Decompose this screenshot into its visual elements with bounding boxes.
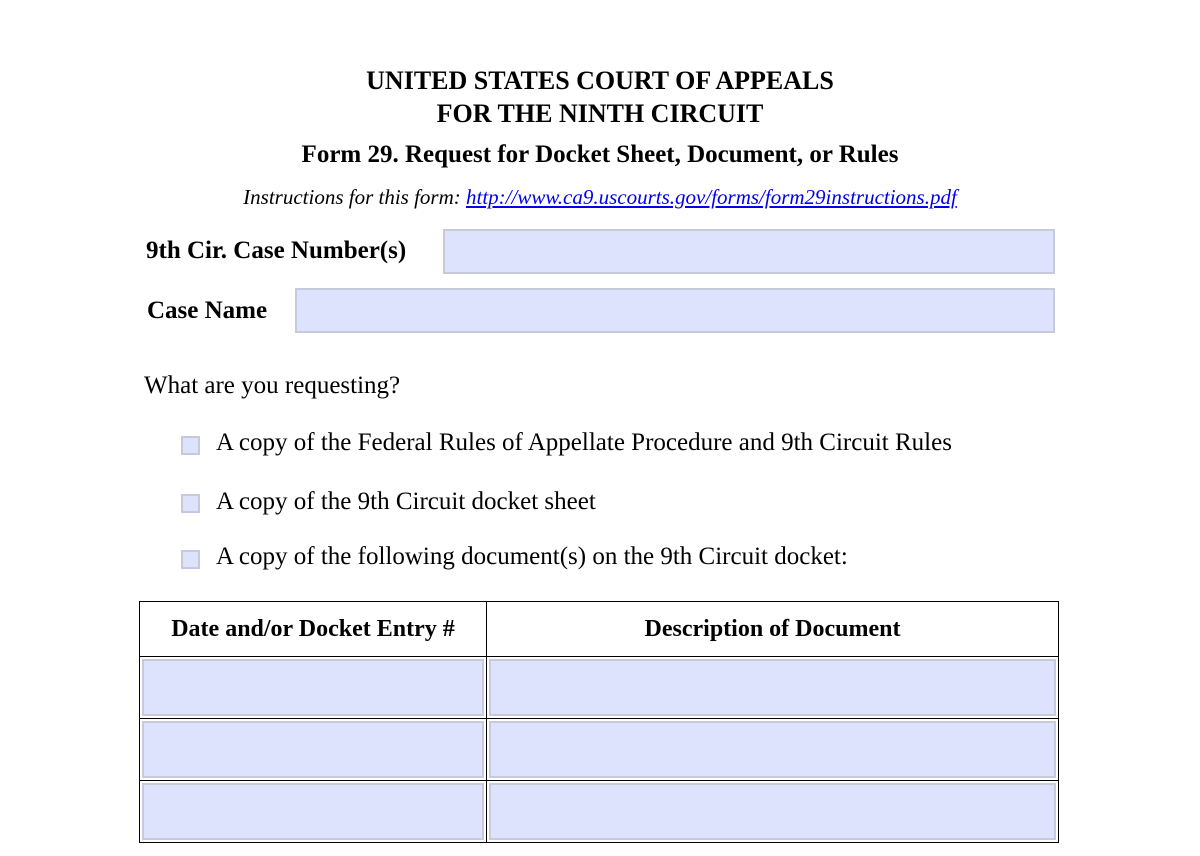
docket-entry-header: Date and/or Docket Entry # — [140, 602, 487, 657]
table-row — [140, 781, 1059, 843]
documents-table — [139, 601, 1059, 843]
table-row — [140, 657, 1059, 719]
description-input[interactable] — [489, 783, 1056, 840]
instructions-line — [0, 185, 1200, 210]
docket-entry-input[interactable] — [142, 783, 484, 840]
court-name-line1: UNITED STATES COURT OF APPEALS — [366, 66, 834, 95]
instructions-label: Instructions for this form: — [243, 185, 461, 209]
description-input[interactable] — [489, 721, 1056, 778]
case-name-field[interactable] — [295, 288, 1055, 333]
table-cell — [140, 657, 487, 719]
request-question: What are you requesting? — [144, 372, 401, 399]
table-row — [140, 719, 1059, 781]
case-name-label: Case Name — [147, 297, 268, 324]
option-documents-checkbox[interactable] — [181, 550, 200, 569]
option-docket-sheet-checkbox[interactable] — [181, 494, 200, 513]
option-documents-label: A copy of the following document(s) on the 9th Circuit docket: — [216, 543, 848, 570]
table-cell — [487, 719, 1059, 781]
option-rules-label: A copy of the Federal Rules of Appellate Procedure and 9th Circuit Rules — [216, 429, 952, 456]
table-header-row — [140, 602, 1059, 657]
option-rules-checkbox[interactable] — [181, 436, 200, 455]
instructions-link[interactable]: http://www.ca9.uscourts.gov/forms/form29instructions.pdf — [466, 185, 957, 209]
option-docket-sheet-label: A copy of the 9th Circuit docket sheet — [216, 488, 596, 515]
table-cell — [140, 781, 487, 843]
docket-entry-input[interactable] — [142, 721, 484, 778]
description-header: Description of Document — [487, 602, 1059, 657]
docket-entry-input[interactable] — [142, 659, 484, 716]
table-cell — [140, 719, 487, 781]
case-number-label: 9th Cir. Case Number(s) — [146, 237, 407, 264]
description-input[interactable] — [489, 659, 1056, 716]
table-cell — [487, 781, 1059, 843]
court-name-line2: FOR THE NINTH CIRCUIT — [436, 99, 764, 128]
form-title: Form 29. Request for Docket Sheet, Document, or Rules — [301, 141, 899, 168]
table-cell — [487, 657, 1059, 719]
case-number-field[interactable] — [443, 229, 1055, 274]
